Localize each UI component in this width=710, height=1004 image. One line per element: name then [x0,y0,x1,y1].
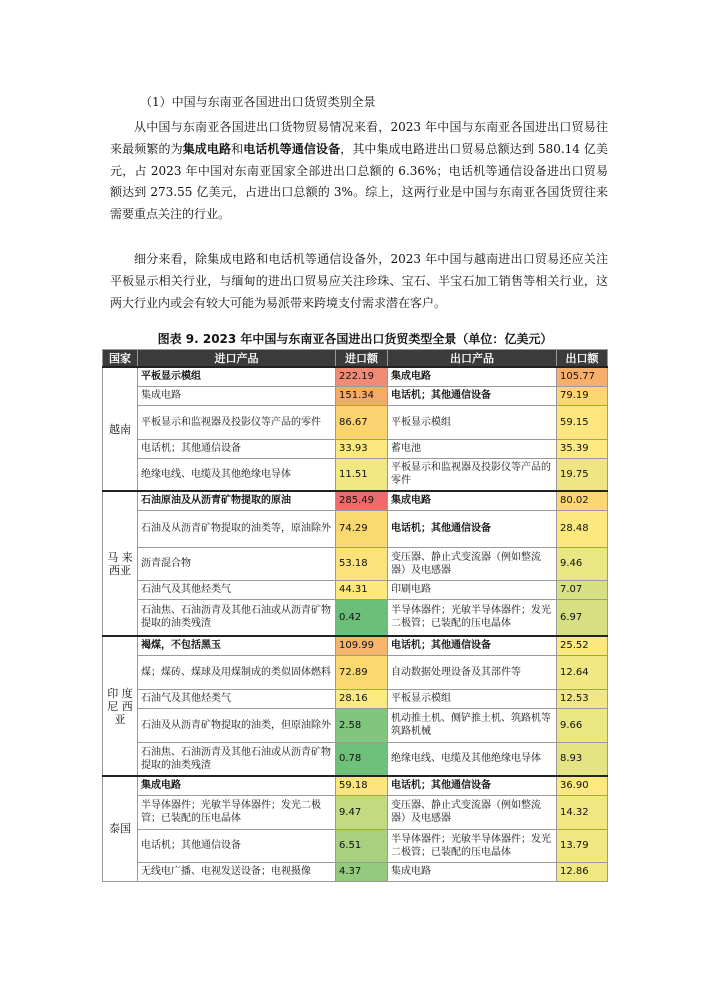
table-row [103,862,608,881]
export-product-cell: 电话机；其他通信设备 [388,510,557,547]
header-import-product: 进口产品 [138,350,336,368]
trade-table [102,349,608,882]
import-product-cell: 石油焦、石油沥青及其他石油或从沥青矿物提取的油类残渣 [138,742,336,776]
export-product-cell: 平板显示模组 [388,689,557,708]
table-row [103,510,608,547]
paragraph-1-bold-ic: 集成电路 [182,141,232,156]
header-import-value: 进口额 [336,350,388,368]
section-heading: （1）中国与东南亚各国进出口货贸类别全景 [140,95,376,109]
table-row [103,829,608,862]
import-value-cell: 72.89 [336,655,388,689]
import-product-cell: 石油及从沥青矿物提取的油类，但原油除外 [138,708,336,742]
table-caption: 图表 9. 2023 年中国与东南亚各国进出口货贸类型全景（单位：亿美元） [157,332,553,346]
import-product-cell: 石油焦、石油沥青及其他石油或从沥青矿物提取的油类残渣 [138,599,336,636]
import-product-cell: 绝缘电线、电缆及其他绝缘电导体 [138,458,336,491]
export-product-cell: 印刷电路 [388,580,557,599]
export-product-cell: 电话机；其他通信设备 [388,636,557,655]
export-value-cell: 25.52 [557,636,608,655]
import-value-cell: 0.78 [336,742,388,776]
table-row [103,795,608,829]
export-value-cell: 9.66 [557,708,608,742]
export-value-cell: 13.79 [557,829,608,862]
import-product-cell: 褐煤，不包括黑玉 [138,636,336,655]
import-product-cell: 集成电路 [138,776,336,795]
export-value-cell: 28.48 [557,510,608,547]
import-value-cell: 74.29 [336,510,388,547]
import-product-cell: 电话机；其他通信设备 [138,439,336,458]
export-value-cell: 105.77 [557,367,608,386]
table-body [103,367,608,881]
import-value-cell: 6.51 [336,829,388,862]
paragraph-1 [110,117,608,226]
import-value-cell: 285.49 [336,491,388,510]
import-product-cell: 石油及从沥青矿物提取的油类等，原油除外 [138,510,336,547]
export-value-cell: 80.02 [557,491,608,510]
import-product-cell: 电话机；其他通信设备 [138,829,336,862]
import-value-cell: 59.18 [336,776,388,795]
export-product-cell: 绝缘电线、电缆及其他绝缘电导体 [388,742,557,776]
table-row [103,689,608,708]
country-cell: 泰国 [103,776,138,881]
table-row [103,655,608,689]
table-header-row [103,350,608,368]
table-row [103,580,608,599]
export-value-cell: 19.75 [557,458,608,491]
table-row [103,439,608,458]
import-value-cell: 44.31 [336,580,388,599]
export-product-cell: 半导体器件；光敏半导体器件；发光二极管；已装配的压电晶体 [388,829,557,862]
table-row [103,547,608,580]
paragraph-2: 细分来看，除集成电路和电话机等通信设备外，2023 年中国与越南进出口贸易还应关注平板显示相关行业，与缅甸的进出口贸易应关注珍珠、宝石、半宝石加工销售等相关行业，这两大行业内或会有较大可能为易派带来跨境支付需求潜在客户。 [110,252,608,310]
export-value-cell: 7.07 [557,580,608,599]
table-row [103,367,608,386]
import-value-cell: 151.34 [336,386,388,405]
import-value-cell: 0.42 [336,599,388,636]
export-product-cell: 变压器、静止式变流器（例如整流器）及电感器 [388,795,557,829]
export-value-cell: 6.97 [557,599,608,636]
import-value-cell: 2.58 [336,708,388,742]
import-value-cell: 28.16 [336,689,388,708]
table-row [103,708,608,742]
export-product-cell: 平板显示和监视器及投影仪等产品的零件 [388,458,557,491]
country-cell: 印 度 尼 西 亚 [103,636,138,776]
paragraph-1-bold-phone: 电话机等通信设备 [243,141,341,156]
import-product-cell: 半导体器件；光敏半导体器件；发光二极管；已装配的压电晶体 [138,795,336,829]
paragraph-1-text-c: ，其中集成电路进出口贸易总额达到 580.14 亿美元，占 2023 年中国对东南亚国家全部进出口总额的 6.36%；电话机等通信设备进出口贸易额达到 273.55 亿美元，占进出口总额的 3%。综上，这两行业是中国与东南亚各国货贸往来需要重点关注的行业。 [110,141,608,222]
import-value-cell: 53.18 [336,547,388,580]
table-row [103,405,608,439]
import-value-cell: 4.37 [336,862,388,881]
header-country: 国家 [103,350,138,368]
import-value-cell: 86.67 [336,405,388,439]
import-value-cell: 33.93 [336,439,388,458]
import-product-cell: 煤；煤砖、煤球及用煤制成的类似固体燃料 [138,655,336,689]
export-value-cell: 36.90 [557,776,608,795]
export-product-cell: 平板显示模组 [388,405,557,439]
export-product-cell: 变压器、静止式变流器（例如整流器）及电感器 [388,547,557,580]
export-product-cell: 集成电路 [388,862,557,881]
country-cell: 马 来 西亚 [103,491,138,636]
export-value-cell: 79.19 [557,386,608,405]
table-row [103,742,608,776]
export-product-cell: 电话机；其他通信设备 [388,776,557,795]
table-row [103,386,608,405]
export-value-cell: 8.93 [557,742,608,776]
import-product-cell: 无线电广播、电视发送设备；电视摄像 [138,862,336,881]
export-value-cell: 35.39 [557,439,608,458]
import-product-cell: 石油气及其他烃类气 [138,580,336,599]
import-value-cell: 222.19 [336,367,388,386]
table-row [103,776,608,795]
table-row [103,599,608,636]
table-row [103,491,608,510]
import-value-cell: 9.47 [336,795,388,829]
country-cell: 越南 [103,367,138,491]
import-value-cell: 109.99 [336,636,388,655]
table-row [103,636,608,655]
import-product-cell: 石油气及其他烃类气 [138,689,336,708]
export-value-cell: 12.53 [557,689,608,708]
import-product-cell: 石油原油及从沥青矿物提取的原油 [138,491,336,510]
import-product-cell: 平板显示和监视器及投影仪等产品的零件 [138,405,336,439]
paragraph-1-text-a: 从中国与东南亚各国进出口货物贸易情况来看，2023 年中国与东南亚各国进出口贸易往来最频繁的为 [110,120,608,156]
export-value-cell: 12.86 [557,862,608,881]
import-product-cell: 平板显示模组 [138,367,336,386]
export-product-cell: 电话机；其他通信设备 [388,386,557,405]
export-product-cell: 机动推土机、侧铲推土机、筑路机等筑路机械 [388,708,557,742]
import-value-cell: 11.51 [336,458,388,491]
export-product-cell: 蓄电池 [388,439,557,458]
import-product-cell: 集成电路 [138,386,336,405]
header-export-product: 出口产品 [388,350,557,368]
table-row [103,458,608,491]
export-product-cell: 半导体器件；光敏半导体器件；发光二极管；已装配的压电晶体 [388,599,557,636]
export-product-cell: 集成电路 [388,367,557,386]
header-export-value: 出口额 [557,350,608,368]
export-product-cell: 自动数据处理设备及其部件等 [388,655,557,689]
export-product-cell: 集成电路 [388,491,557,510]
import-product-cell: 沥青混合物 [138,547,336,580]
export-value-cell: 14.32 [557,795,608,829]
export-value-cell: 9.46 [557,547,608,580]
export-value-cell: 12.64 [557,655,608,689]
paragraph-1-text-b: 和 [231,141,244,156]
export-value-cell: 59.15 [557,405,608,439]
